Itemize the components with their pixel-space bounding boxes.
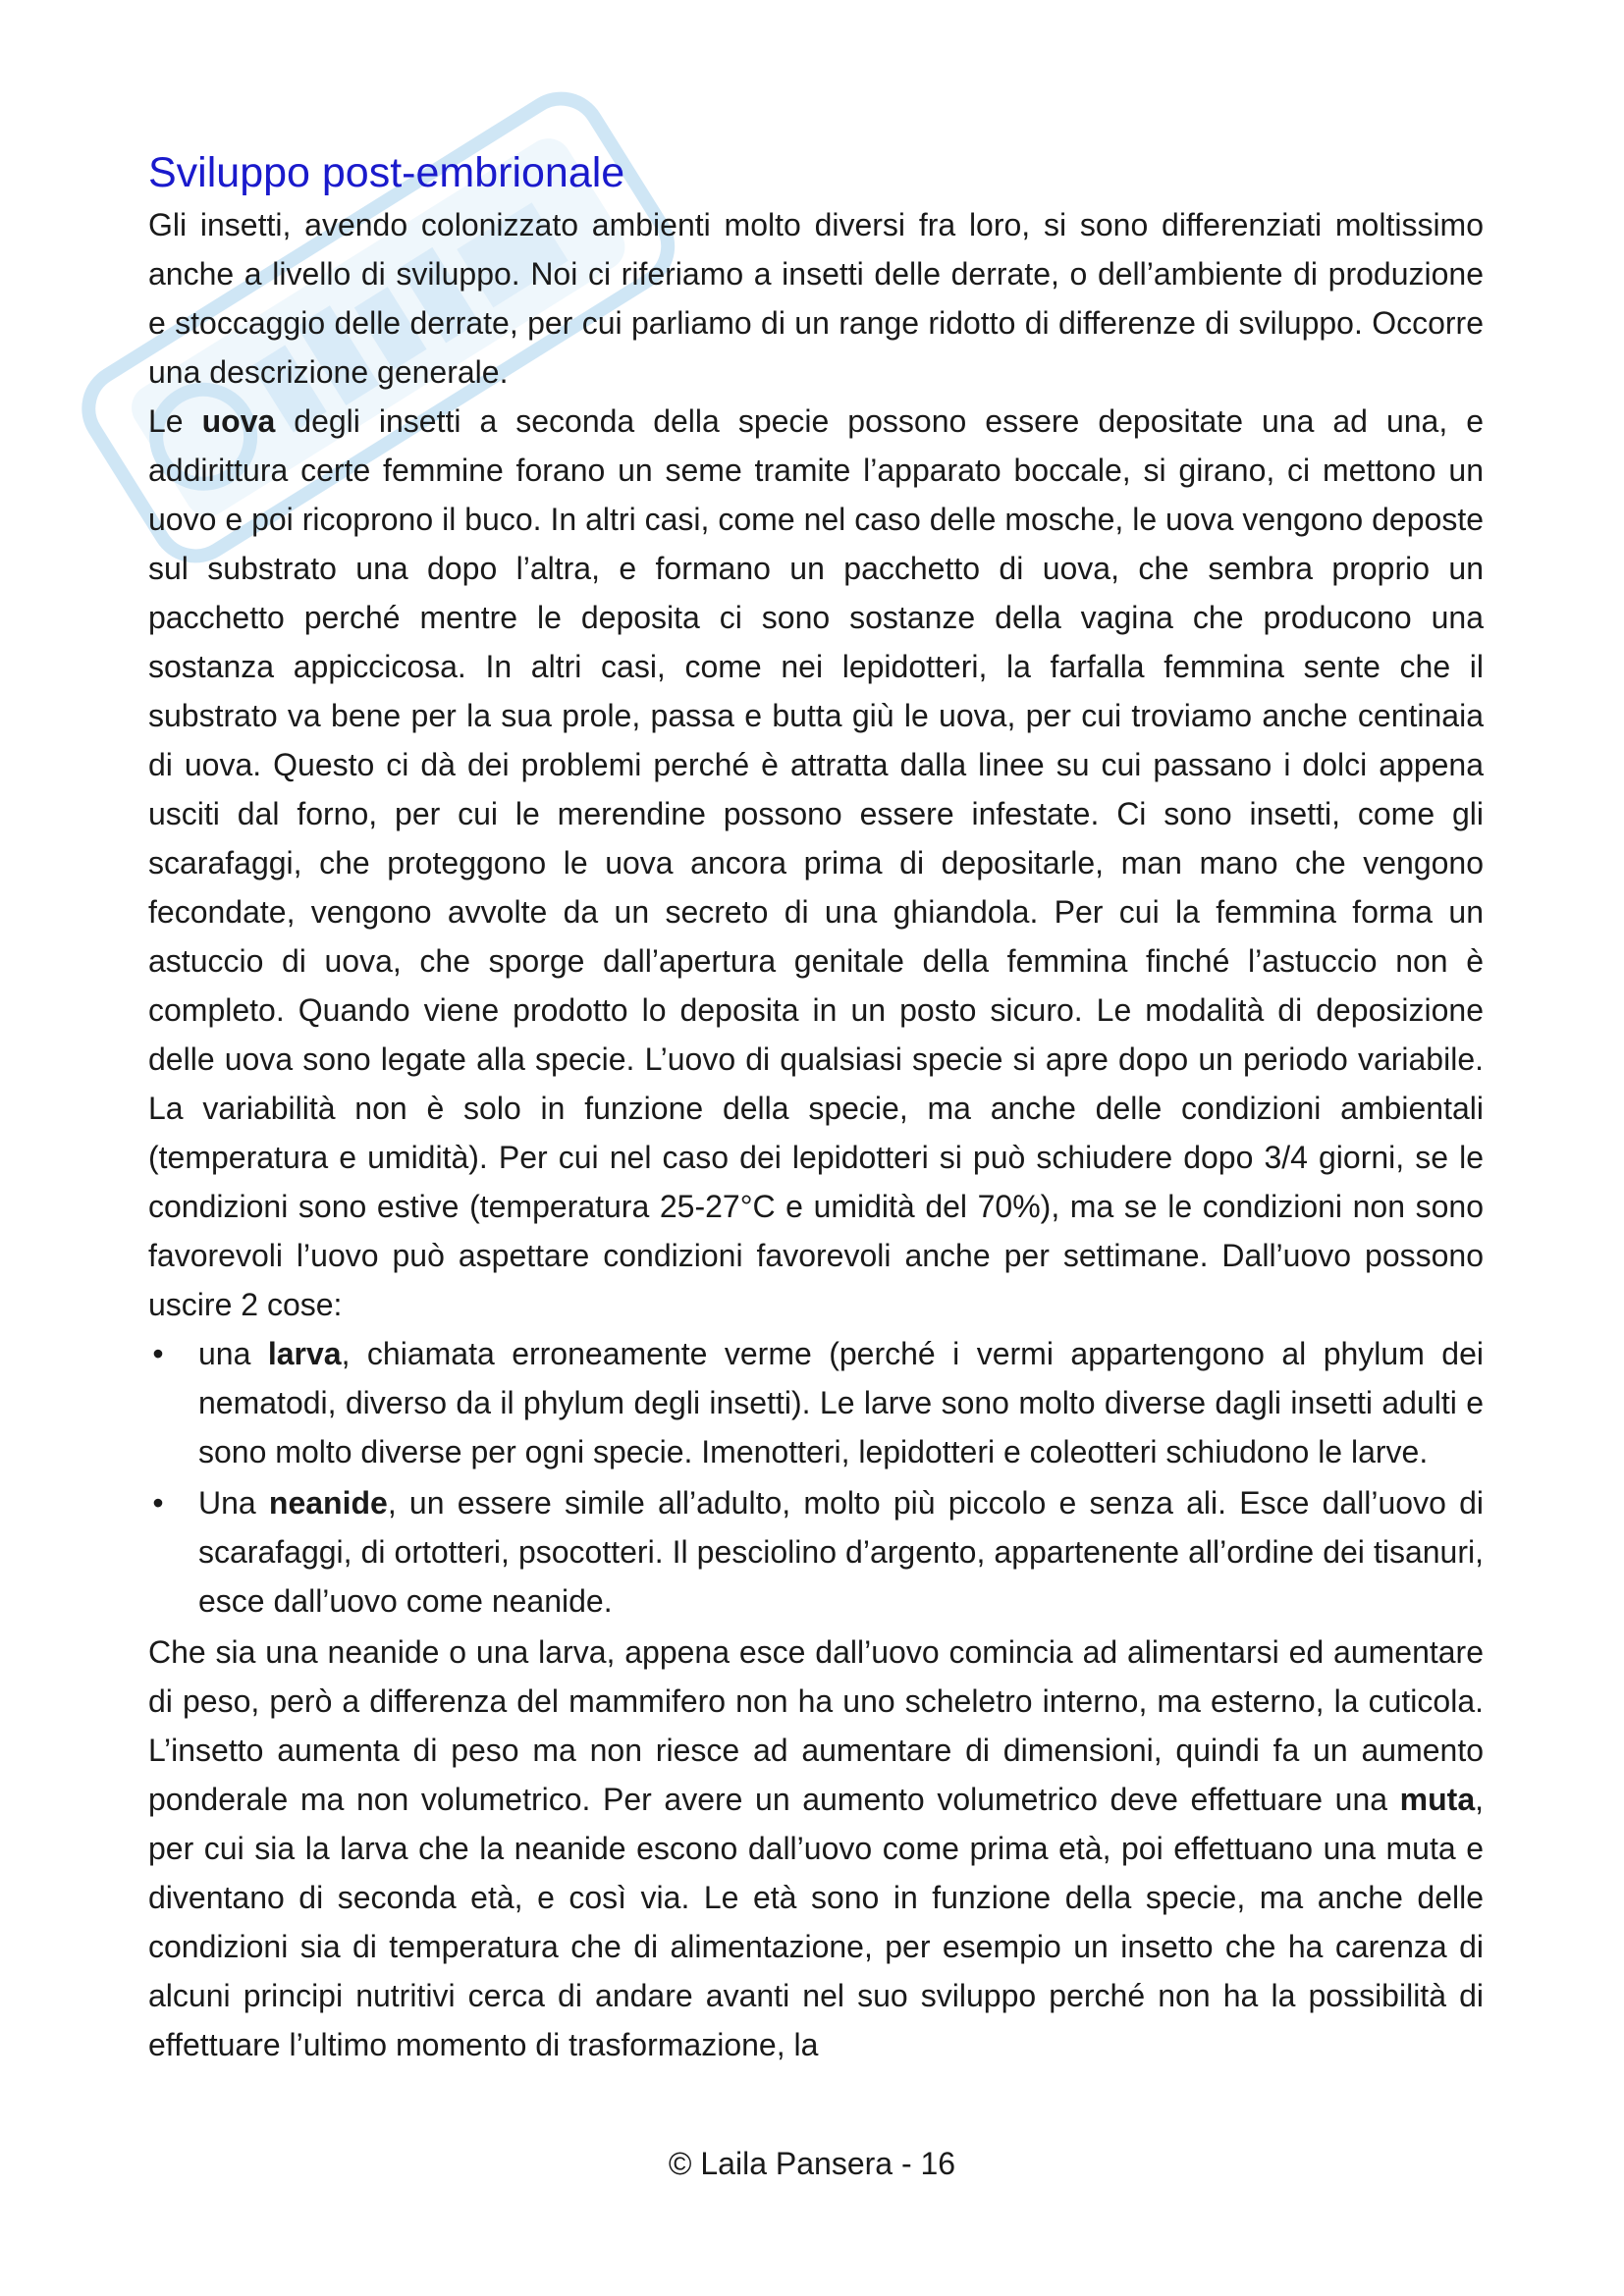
- paragraph-eggs-start: Le: [148, 403, 202, 439]
- list-item-text: , un essere simile all’adulto, molto più piccolo e senza ali. Esce dall’uovo di scarafaggi, di ortotteri, psocotteri. Il pesciolino d’argento, appartenente all’ordine dei tisanuri, esce dall’uovo come neanide.: [198, 1485, 1484, 1619]
- section-title: Sviluppo post-embrionale: [148, 149, 625, 196]
- bullet-icon: •: [152, 1485, 164, 1521]
- list-item: [148, 1478, 1484, 1626]
- list-item-start: una: [198, 1336, 268, 1371]
- paragraph-growth-start: Che sia una neanide o una larva, appena esce dall’uovo comincia ad alimentarsi ed aumentare di peso, però a differenza del mammifero non ha uno scheletro interno, ma esterno, la cuticola. L’insetto aumenta di peso ma non riesce ad aumentare di dimensioni, quindi fa un aumento ponderale ma non volumetrico. Per avere un aumento volumetrico deve effettuare una: [148, 1634, 1484, 1817]
- list-item: [148, 1329, 1484, 1476]
- document-body: [148, 145, 1484, 2069]
- paragraph-eggs: [148, 397, 1484, 1329]
- list-item-start: Una: [198, 1485, 269, 1521]
- paragraph-intro-text: Gli insetti, avendo colonizzato ambienti molto diversi fra loro, si sono differenziati moltissimo anche a livello di sviluppo. Noi ci riferiamo a insetti delle derrate, o dell’ambiente di produzione e stoccaggio delle derrate, per cui parliamo di un range ridotto di differenze di sviluppo. Occorre una descrizione generale.: [148, 207, 1484, 390]
- list-item-text: , chiamata erroneamente verme (perché i vermi appartengono al phylum dei nematodi, diverso da il phylum degli insetti). Le larve sono molto diverse dagli insetti adulti e sono molto diverse per ogni specie. Imenotteri, lepidotteri e coleotteri schiudono le larve.: [198, 1336, 1485, 1469]
- page-footer: © Laila Pansera - 16: [668, 2146, 956, 2181]
- bullet-icon: •: [152, 1336, 164, 1371]
- paragraph-growth-text: , per cui sia la larva che la neanide escono dall’uovo come prima età, poi effettuano una muta e diventano di seconda età, e così via. Le età sono in funzione della specie, ma anche delle condizioni sia di temperatura che di alimentazione, per esempio un insetto che ha carenza di alcuni principi nutritivi cerca di andare avanti nel suo sviluppo perché non ha la possibilità di effettuare l’ultimo momento di trasformazione, la: [148, 1782, 1484, 2062]
- term-muta: muta: [1399, 1782, 1476, 1817]
- bullet-list: [148, 1329, 1484, 1626]
- term-uova: uova: [201, 403, 276, 439]
- paragraph-eggs-text: degli insetti a seconda della specie possono essere depositate una ad una, e addirittura certe femmine forano un seme tramite l’apparato boccale, si girano, ci mettono un uovo e poi ricoprono il buco. In altri casi, come nel caso delle mosche, le uova vengono deposte sul substrato una dopo l’altra, e formano un pacchetto di uova, che sembra proprio un pacchetto perché mentre le deposita ci sono sostanze della vagina che producono una sostanza appiccicosa. In altri casi, come nei lepidotteri, la farfalla femmina sente che il substrato va bene per la sua prole, passa e butta giù le uova, per cui troviamo anche centinaia di uova. Questo ci dà dei problemi perché è attratta dalla linee su cui passano i dolci appena usciti dal forno, per cui le merendine possono essere infestate. Ci sono insetti, come gli scarafaggi, che proteggono le uova ancora prima di depositarle, man mano che vengono fecondate, vengono avvolte da un secreto di una ghiandola. Per cui la femmina forma un astuccio di uova, che sporge dall’apertura genitale della femmina finché l’astuccio non è completo. Quando viene prodotto lo deposita in un posto sicuro. Le modalità di deposizione delle uova sono legate alla specie. L’uovo di qualsiasi specie si apre dopo un periodo variabile. La variabilità non è solo in funzione della specie, ma anche delle condizioni ambientali (temperatura e umidità). Per cui nel caso dei lepidotteri si può schiudere dopo 3/4 giorni, se le condizioni sono estive (temperatura 25-27°C e umidità del 70%), ma se le condizioni non sono favorevoli l’uovo può aspettare condizioni favorevoli anche per settimane. Dall’uovo possono uscire 2 cose:: [148, 403, 1485, 1322]
- paragraph-growth: [148, 1628, 1484, 2069]
- term-neanide: neanide: [268, 1485, 388, 1521]
- term-larva: larva: [267, 1336, 342, 1371]
- paragraph-intro: [148, 200, 1484, 397]
